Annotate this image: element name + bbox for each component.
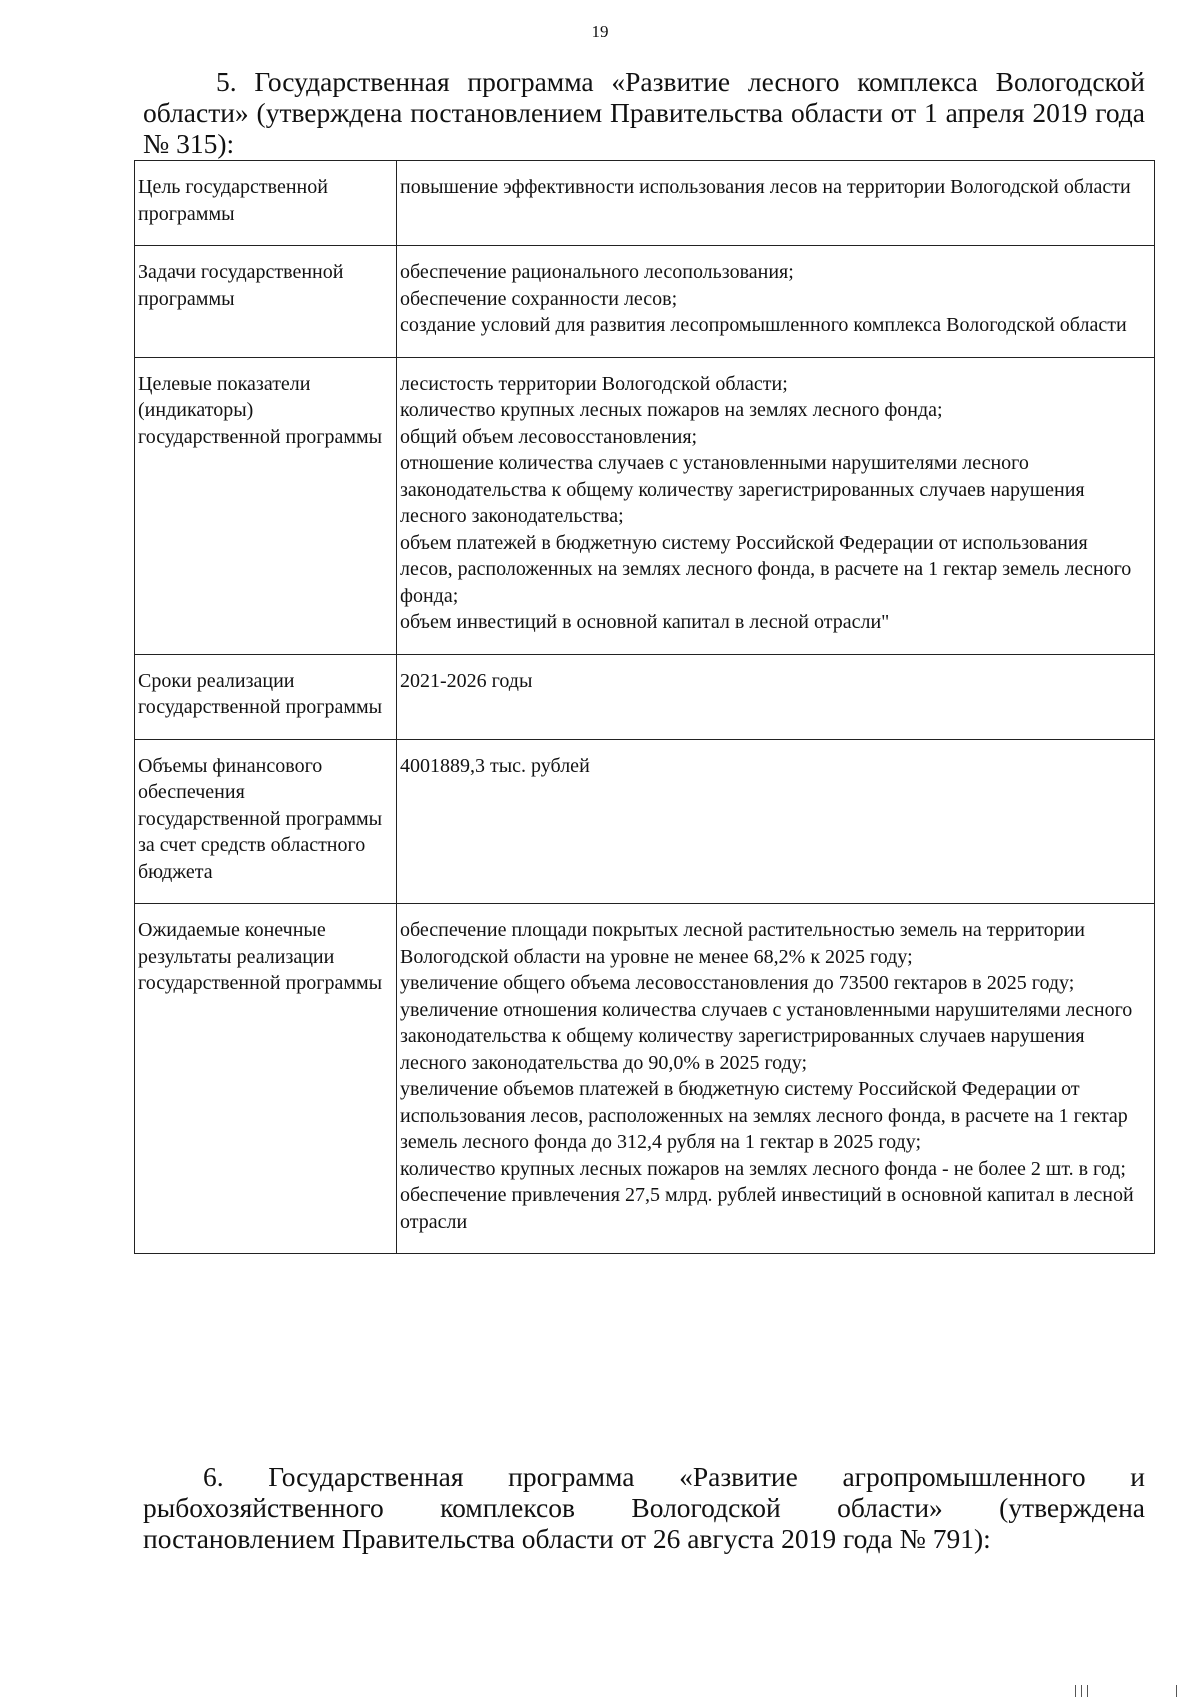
value-line: увеличение объемов платежей в бюджетную систему Российской Федерации от использования лесов, расположенных на землях лесного фонда, в расчете на 1 гектар земель лесного фонда до 312,4 рубля на 1 гектар в 2025 году; [400,1078,1128,1153]
value-line: обеспечение сохранности лесов; [400,287,678,310]
value-line: увеличение отношения количества случаев с установленными нарушителями лесного законодательства к общему количеству зарегистрированных случаев нарушения лесного законодательства до 90,0% в 2025 году; [400,998,1133,1074]
row-label-results: Ожидаемые конечные результаты реализации государственной программы [135,904,397,1254]
value-line: количество крупных лесных пожаров на землях лесного фонда - не более 2 шт. в год; [400,1157,1126,1180]
table-row [135,904,1155,1254]
value-line: обеспечение площади покрытых лесной растительностью земель на территории Вологодской области на уровне не менее 68,2% к 2025 году; [400,919,1085,968]
row-label-tasks: Задачи государственной программы [135,246,397,358]
section-5-heading: 5. Государственная программа «Развитие лесного комплекса Вологодской области» (утверждена постановлением Правительства области от 1 апреля 2019 года № 315): [143,66,1145,159]
row-label-indicators: Целевые показатели (индикаторы) государственной программы [135,357,397,654]
section-6-heading: 6. Государственная программа «Развитие агропромышленного и рыбохозяйственного комплексов Вологодской области» (утверждена постановлением Правительства области от 26 августа 2019 года № 791): [143,1461,1145,1554]
table-row [135,654,1155,739]
table-row [135,739,1155,904]
page-number: 19 [591,22,609,41]
scan-artifact-mark [1176,1685,1177,1697]
value-line: общий объем лесовосстановления; [400,425,698,448]
program-passport-table [134,160,1155,1254]
value-line: создание условий для развития лесопромышленного комплекса Вологодской области [400,314,1127,336]
row-label-timeline: Сроки реализации государственной программы [135,654,397,739]
value-line: обеспечение рационального лесопользования; [400,261,794,283]
scan-artifact-marks [1075,1685,1105,1697]
table-row [135,246,1155,358]
row-value-tasks [397,246,1155,358]
value-line: объем инвестиций в основной капитал в лесной отрасли" [400,611,890,633]
value-line: объем платежей в бюджетную систему Российской Федерации от использования лесов, расположенных на землях лесного фонда, в расчете на 1 гектар земель лесного фонда; [400,531,1132,607]
value-line: обеспечение привлечения 27,5 млрд. рублей инвестиций в основной капитал в лесной отрасли [400,1184,1134,1233]
value-line: 2021-2026 годы [400,669,533,692]
row-label-goal: Цель государственной программы [135,161,397,246]
row-value-goal [397,161,1155,246]
row-value-funding [397,739,1155,904]
table-row [135,161,1155,246]
row-value-results [397,904,1155,1254]
value-line: увеличение общего объема лесовосстановления до 73500 гектаров в 2025 году; [400,972,1075,994]
table-row [135,357,1155,654]
row-value-timeline [397,654,1155,739]
value-line: количество крупных лесных пожаров на землях лесного фонда; [400,399,943,421]
value-line: 4001889,3 тыс. рублей [400,754,590,777]
value-line: повышение эффективности использования лесов на территории Вологодской области [400,176,1131,198]
row-label-funding: Объемы финансового обеспечения государственной программы за счет средств областного бюджета [135,739,397,904]
value-line: лесистость территории Вологодской области; [400,372,788,395]
row-value-indicators [397,357,1155,654]
value-line: отношение количества случаев с установленными нарушителями лесного законодательства к общему количеству зарегистрированных случаев нарушения лесного законодательства; [400,452,1085,527]
